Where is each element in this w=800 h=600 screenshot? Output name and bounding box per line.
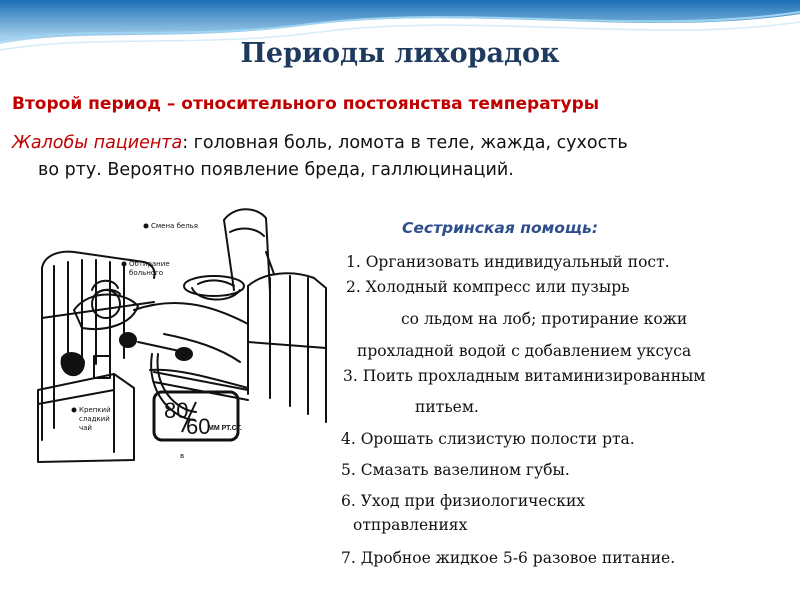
- bp-unit: ММ РТ.СТ.: [208, 425, 242, 432]
- care-item-6-cont: отправлениях: [353, 516, 468, 534]
- label-linen-change: Смена белья: [151, 222, 199, 230]
- nursing-care-heading: Сестринская помощь:: [402, 219, 599, 237]
- figure-letter: в: [180, 452, 185, 460]
- complaints-line-2: во рту. Вероятно появление бреда, галлюцинаций.: [38, 160, 514, 180]
- care-item-3-cont: питьем.: [415, 398, 479, 416]
- label-wiping-1: Обтирание: [129, 260, 170, 268]
- label-tea-1: Крепкий: [79, 406, 111, 414]
- care-item-5: 5. Смазать вазелином губы.: [341, 461, 570, 479]
- label-wiping-2: больного: [129, 269, 164, 277]
- period-subtitle: Второй период – относительного постоянства температуры: [12, 94, 600, 114]
- label-tea-3: чай: [79, 424, 92, 432]
- care-item-2: 2. Холодный компресс или пузырь: [346, 278, 630, 296]
- care-item-2-cont-2: прохладной водой с добавлением уксуса: [357, 342, 692, 360]
- patient-complaints: [12, 130, 792, 184]
- care-item-2-cont-1: со льдом на лоб; протирание кожи: [401, 310, 688, 328]
- care-item-4: 4. Орошать слизистую полости рта.: [341, 430, 635, 448]
- page-title: Периоды лихорадок: [240, 38, 560, 69]
- care-item-6: 6. Уход при физиологических: [341, 492, 586, 510]
- care-item-7: 7. Дробное жидкое 5-6 разовое питание.: [341, 549, 676, 567]
- label-tea-2: сладкий: [79, 415, 110, 423]
- bp-systolic: 80: [164, 398, 189, 423]
- complaints-line-1: : головная боль, ломота в теле, жажда, сухость: [182, 133, 628, 153]
- bp-diastolic: 60: [186, 414, 211, 439]
- care-item-1: 1. Организовать индивидуальный пост.: [346, 253, 670, 271]
- care-item-3: 3. Поить прохладным витаминизированным: [343, 367, 706, 385]
- patient-bed-illustration: [34, 192, 334, 474]
- complaints-lead: Жалобы пациента: [12, 133, 183, 153]
